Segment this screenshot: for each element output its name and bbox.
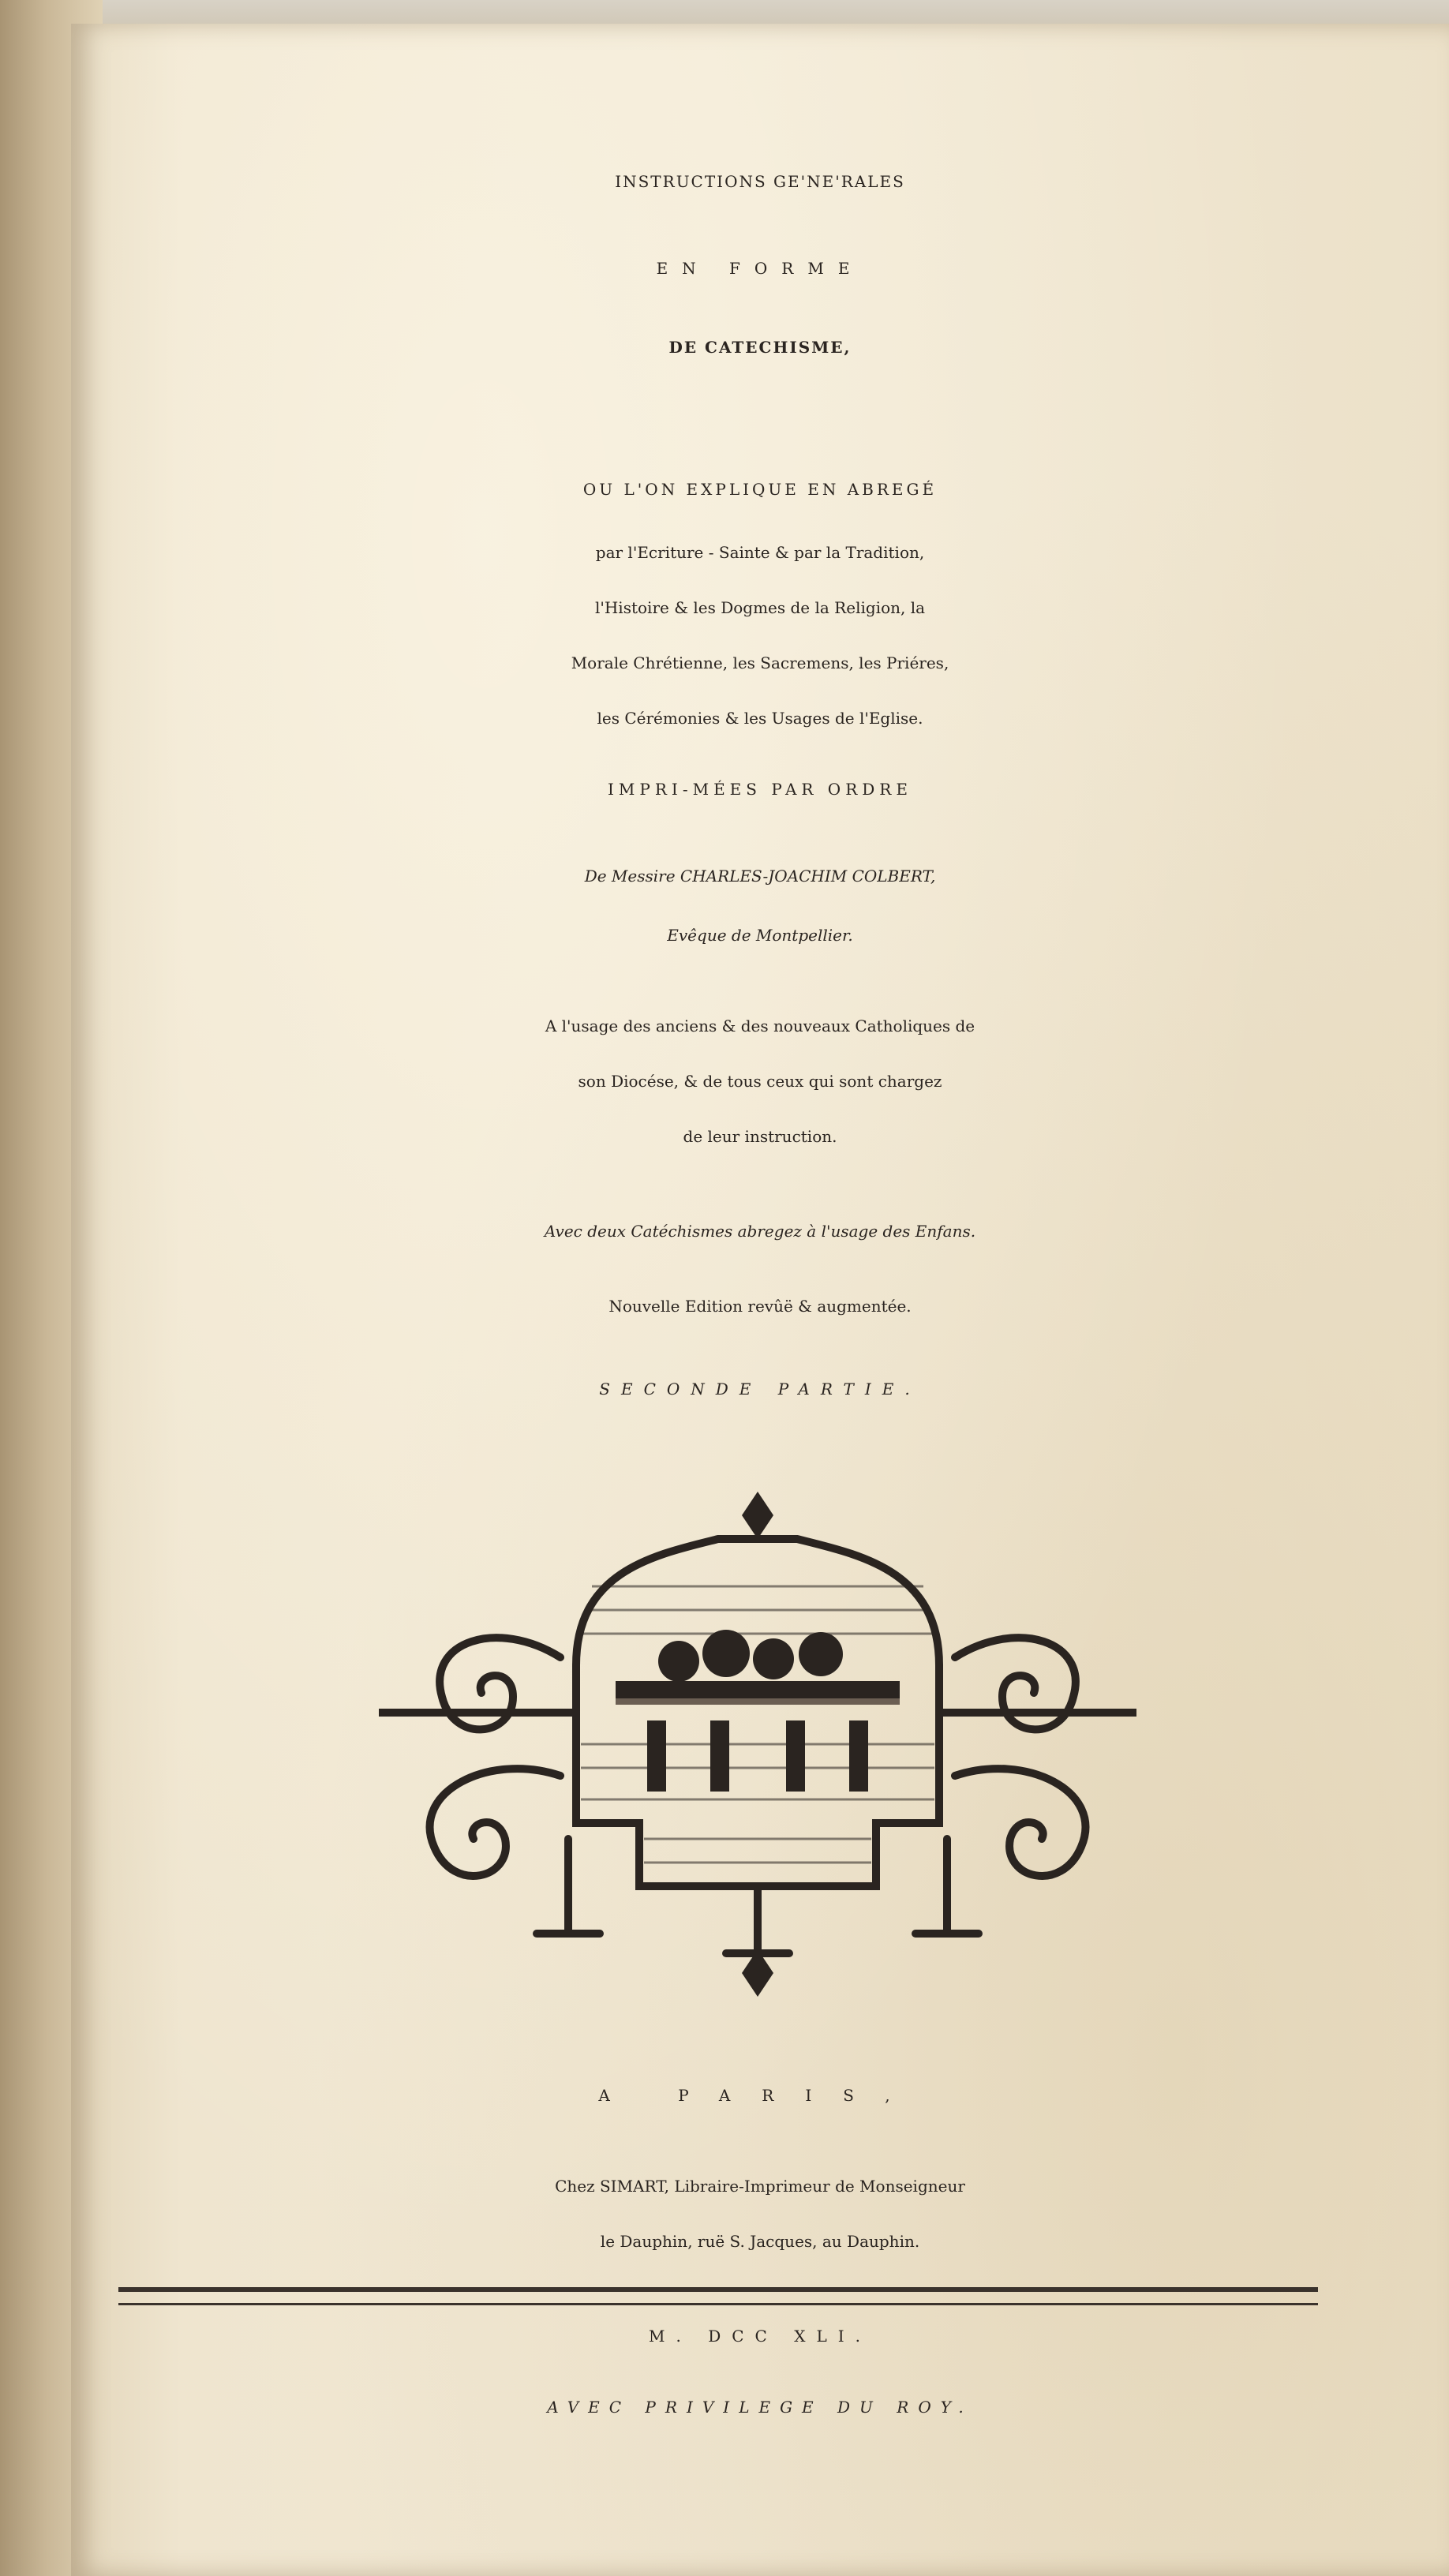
subtitle-line-3: l'Histoire & les Dogmes de la Religion, la — [594, 598, 926, 617]
printer-ornament-icon — [379, 1492, 1136, 1997]
part-line: SECONDE PARTIE. — [599, 1380, 921, 1398]
title-main: DE CATECHISME, — [668, 338, 852, 357]
subtitle-line-5: les Cérémonies & les Usages de l'Eglise. — [597, 709, 923, 728]
subtitle-line-1: OU L'ON EXPLIQUE EN ABREGÉ — [582, 480, 938, 499]
usage-line-3: de leur instruction. — [683, 1127, 837, 1146]
author-line: De Messire CHARLES-JOACHIM COLBERT, — [584, 867, 936, 886]
place-line: A PARIS, — [598, 2086, 922, 2105]
subtitle-line-2: par l'Ecriture - Sainte & par la Tradition, — [595, 543, 925, 562]
edition-line: Nouvelle Edition revûë & augmentée. — [608, 1297, 912, 1316]
subtitle-line-4: Morale Chrétienne, les Sacremens, les Priéres, — [571, 653, 949, 672]
publisher-line-1: Chez SIMART, Libraire-Imprimeur de Monseigneur — [555, 2177, 965, 2196]
catechisms-line: Avec deux Catéchismes abregez à l'usage des Enfans. — [544, 1222, 976, 1241]
usage-line-1: A l'usage des anciens & des nouveaux Catholiques de — [545, 1017, 975, 1035]
title-line-2: EN FORME — [656, 259, 864, 278]
double-rule — [118, 2287, 1318, 2305]
title-line-1: INSTRUCTIONS GE'NE'RALES — [615, 172, 905, 191]
publisher-line-2: le Dauphin, ruë S. Jacques, au Dauphin. — [600, 2232, 920, 2251]
usage-line-2: son Diocése, & de tous ceux qui sont chargez — [578, 1072, 942, 1091]
year-line: M. DCC XLI. — [649, 2327, 871, 2346]
title-page — [71, 24, 1449, 2576]
privilege-line: AVEC PRIVILEGE DU ROY. — [547, 2398, 973, 2417]
printed-by-order: IMPRI-MÉES PAR ORDRE — [608, 780, 912, 799]
bishop-line: Evêque de Montpellier. — [667, 926, 853, 945]
